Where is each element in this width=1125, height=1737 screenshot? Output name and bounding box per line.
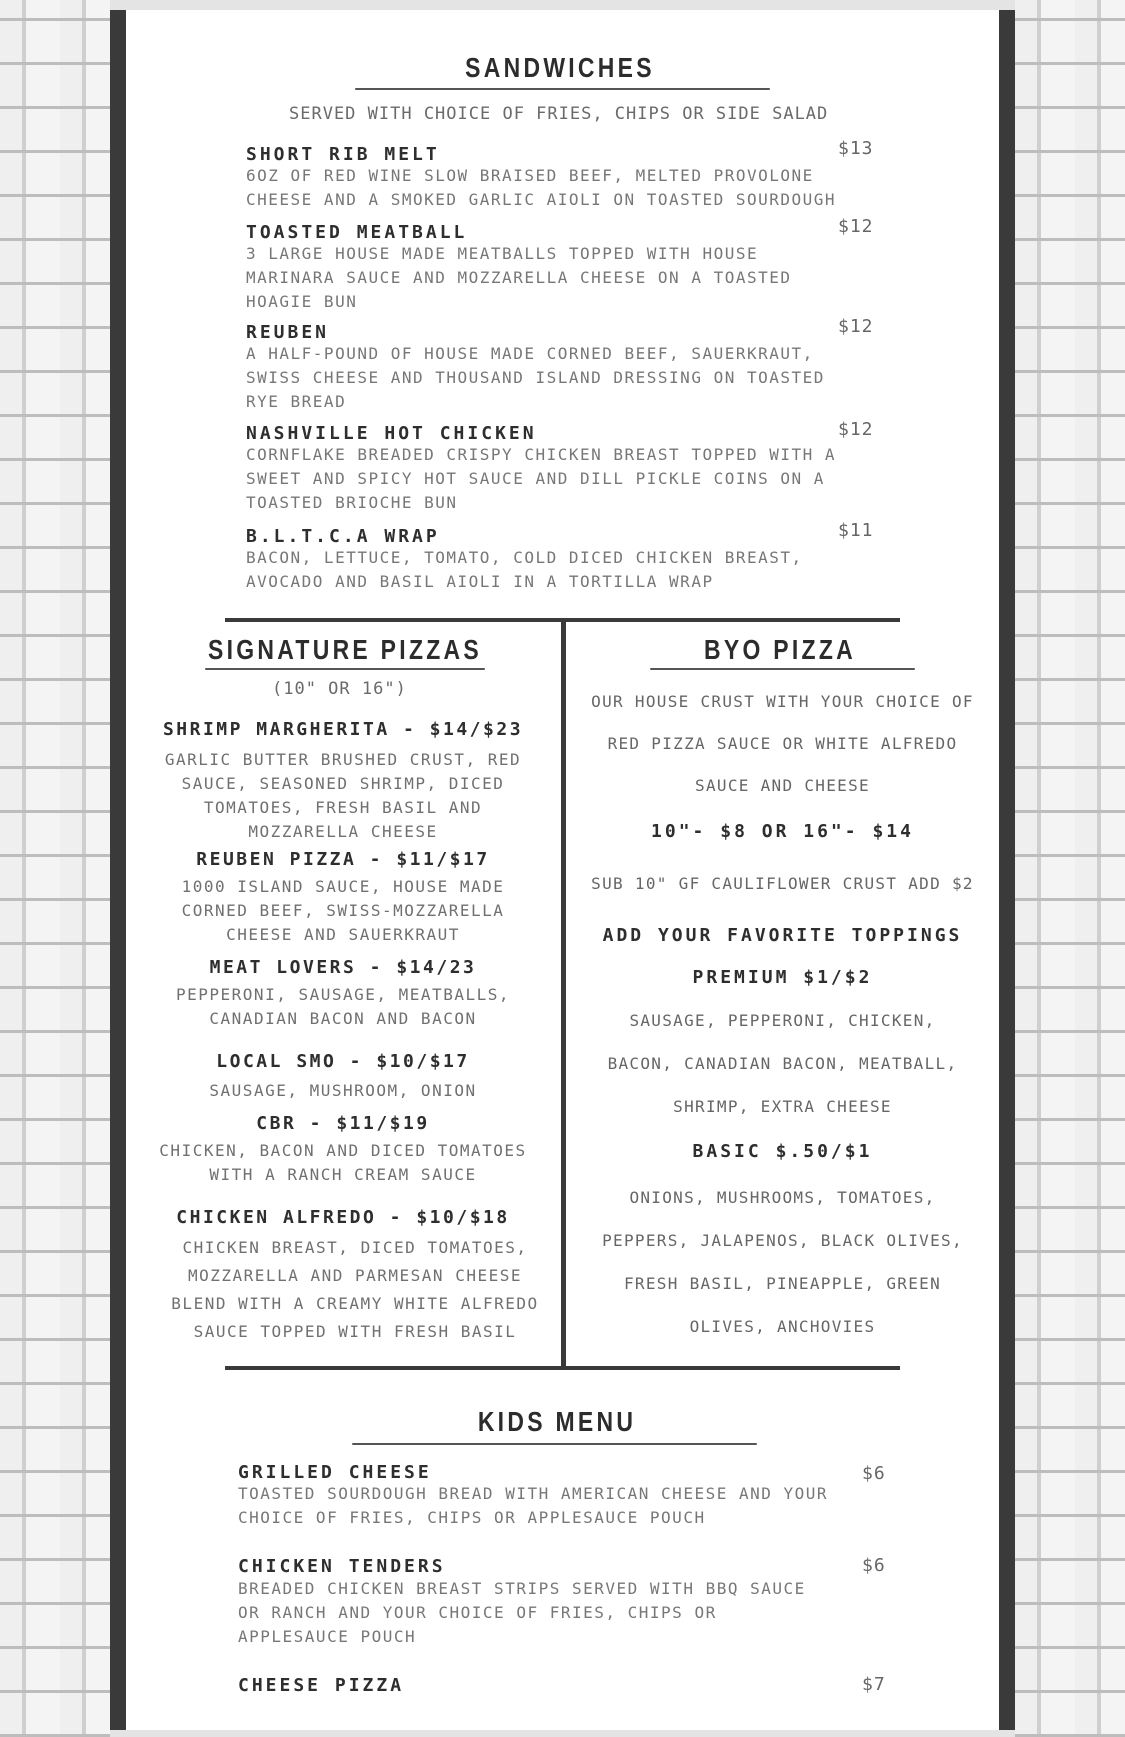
sandwiches-note: SERVED WITH CHOICE OF FRIES, CHIPS OR SIDE SALAD xyxy=(289,104,829,124)
byo-premium-header: PREMIUM $1/$2 xyxy=(692,967,873,988)
sandwich-description: A HALF-POUND OF HOUSE MADE CORNED BEEF, SAUERKRAUT, SWISS CHEESE AND THOUSAND ISLAND DRESSING ON TOASTED RYE BREAD xyxy=(246,344,825,411)
pizza-description: SAUSAGE, MUSHROOM, ONION xyxy=(209,1081,477,1100)
pizza-description: GARLIC BUTTER BRUSHED CRUST, RED SAUCE, SEASONED SHRIMP, DICED TOMATOES, FRESH BASIL AND MOZZARELLA CHEESE xyxy=(164,750,522,841)
kids-item-description: TOASTED SOURDOUGH BREAD WITH AMERICAN CHEESE AND YOUR CHOICE OF FRIES, CHIPS OR APPLESAUCE POUCH xyxy=(238,1484,829,1527)
pizza-description: CHICKEN, BACON AND DICED TOMATOES WITH A RANCH CREAM SAUCE xyxy=(159,1141,527,1184)
sandwich-name: NASHVILLE HOT CHICKEN xyxy=(246,423,537,444)
sandwich-description: 6OZ OF RED WINE SLOW BRAISED BEEF, MELTED PROVOLONE CHEESE AND A SMOKED GARLIC AIOLI ON TOASTED SOURDOUGH xyxy=(246,166,837,209)
byo-size-prices: 10"- $8 OR 16"- $14 xyxy=(651,821,914,842)
border-bar-left xyxy=(110,10,126,1730)
brick-wall-left xyxy=(0,0,110,1737)
pizza-name: LOCAL SMO - $10/$17 xyxy=(216,1051,470,1072)
sandwich-price: $11 xyxy=(838,520,874,541)
byo-basic-toppings: FRESH BASIL, PINEAPPLE, GREEN xyxy=(623,1274,942,1293)
brick-wall-right xyxy=(1015,0,1125,1737)
byo-basic-toppings: ONIONS, MUSHROOMS, TOMATOES, xyxy=(629,1188,936,1207)
kids-item-price: $6 xyxy=(862,1463,886,1484)
byo-gf-crust-note: SUB 10" GF CAULIFLOWER CRUST ADD $2 xyxy=(591,874,974,893)
sandwich-price: $12 xyxy=(838,216,874,237)
pizza-name: SHRIMP MARGHERITA - $14/$23 xyxy=(162,719,524,740)
kids-item-name: GRILLED CHEESE xyxy=(238,1462,432,1483)
sandwich-price: $13 xyxy=(838,138,874,159)
sandwiches-underline xyxy=(355,88,770,90)
pizza-name: CHICKEN ALFREDO - $10/$18 xyxy=(176,1207,510,1228)
byo-basic-header: BASIC $.50/$1 xyxy=(692,1141,873,1162)
signature-pizzas-sizes: (10" OR 16") xyxy=(272,679,407,699)
sandwich-price: $12 xyxy=(838,316,874,337)
section-divider-bottom xyxy=(225,1366,900,1370)
sandwich-name: TOASTED MEATBALL xyxy=(246,222,468,243)
signature-pizzas-underline xyxy=(205,668,485,670)
kids-item-price: $6 xyxy=(862,1555,886,1576)
byo-pizza-underline xyxy=(650,668,915,670)
pizza-description: 1000 ISLAND SAUCE, HOUSE MADE CORNED BEEF, SWISS-MOZZARELLA CHEESE AND SAUERKRAUT xyxy=(181,877,505,944)
byo-basic-toppings: OLIVES, ANCHOVIES xyxy=(689,1317,876,1336)
sandwich-description: 3 LARGE HOUSE MADE MEATBALLS TOPPED WITH HOUSE MARINARA SAUCE AND MOZZARELLA CHEESE ON A TOASTED HOAGIE BUN xyxy=(246,244,792,311)
byo-basic-toppings: PEPPERS, JALAPENOS, BLACK OLIVES, xyxy=(602,1231,963,1250)
kids-item-name: CHICKEN TENDERS xyxy=(238,1556,446,1577)
sandwiches-title: SANDWICHES xyxy=(465,52,655,83)
sandwich-price: $12 xyxy=(838,419,874,440)
sandwich-description: BACON, LETTUCE, TOMATO, COLD DICED CHICKEN BREAST, AVOCADO AND BASIL AIOLI IN A TORTILLA WRAP xyxy=(246,548,803,591)
byo-intro-line: RED PIZZA SAUCE OR WHITE ALFREDO xyxy=(607,734,958,753)
kids-item-name: CHEESE PIZZA xyxy=(238,1675,405,1696)
signature-pizzas-title: SIGNATURE PIZZAS xyxy=(207,634,483,665)
pizza-description: CHICKEN BREAST, DICED TOMATOES, MOZZARELLA AND PARMESAN CHEESE BLEND WITH A CREAMY WHITE ALFREDO SAUCE TOPPED WITH FRESH BASIL xyxy=(171,1238,539,1341)
sandwich-description: CORNFLAKE BREADED CRISPY CHICKEN BREAST TOPPED WITH A SWEET AND SPICY HOT SAUCE AND DILL PICKLE COINS ON A TOASTED BRIOCHE BUN xyxy=(246,445,837,512)
border-bar-right xyxy=(999,10,1015,1730)
pizza-name: CBR - $11/$19 xyxy=(256,1113,430,1134)
kids-menu-title: KIDS MENU xyxy=(477,1406,637,1437)
kids-item-description: BREADED CHICKEN BREAST STRIPS SERVED WITH BBQ SAUCE OR RANCH AND YOUR CHOICE OF FRIES, CHIPS OR APPLESAUCE POUCH xyxy=(238,1579,806,1646)
pizza-name: MEAT LOVERS - $14/23 xyxy=(209,957,477,978)
byo-toppings-header: ADD YOUR FAVORITE TOPPINGS xyxy=(602,925,963,946)
byo-premium-toppings: SAUSAGE, PEPPERONI, CHICKEN, xyxy=(629,1011,936,1030)
sandwich-name: SHORT RIB MELT xyxy=(246,144,440,165)
byo-pizza-title: BYO PIZZA xyxy=(704,634,856,665)
kids-menu-underline xyxy=(352,1443,757,1445)
byo-intro-line: OUR HOUSE CRUST WITH YOUR CHOICE OF xyxy=(591,692,974,711)
kids-item-price: $7 xyxy=(862,1674,886,1695)
byo-premium-toppings: SHRIMP, EXTRA CHEESE xyxy=(673,1097,892,1116)
byo-premium-toppings: BACON, CANADIAN BACON, MEATBALL, xyxy=(607,1054,958,1073)
pizza-name: REUBEN PIZZA - $11/$17 xyxy=(196,849,490,870)
byo-intro-line: SAUCE AND CHEESE xyxy=(695,776,870,795)
sandwich-name: REUBEN xyxy=(246,322,330,343)
sandwich-name: B.L.T.C.A WRAP xyxy=(246,526,440,547)
pizza-description: PEPPERONI, SAUSAGE, MEATBALLS, CANADIAN BACON AND BACON xyxy=(176,985,510,1028)
